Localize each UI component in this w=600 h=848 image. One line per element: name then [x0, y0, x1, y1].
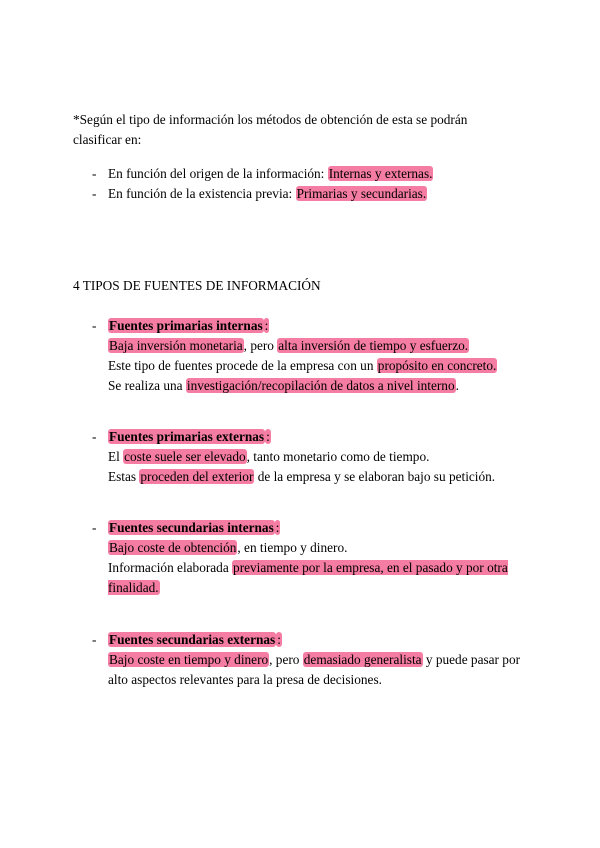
highlighted-text: Primarias y secundarias. — [296, 186, 427, 201]
highlighted-text: alta inversión de tiempo y esfuerzo. — [278, 338, 469, 353]
intro-line-1: *Según el tipo de información los métodos de obtención de esta se podrán — [73, 112, 468, 127]
plain-text: Estas — [108, 469, 140, 484]
highlighted-text: demasiado generalista — [303, 652, 422, 667]
plain-text: El — [108, 449, 124, 464]
plain-text: , en tiempo y dinero. — [237, 540, 348, 555]
source-title-colon: : — [275, 520, 280, 535]
source-line-2 — [92, 467, 532, 487]
plain-text: . — [455, 378, 459, 393]
source-title-line — [92, 518, 532, 538]
list-item-text: En función de la existencia previa: — [108, 186, 296, 201]
source-line-2 — [92, 558, 508, 598]
highlighted-text: Internas y externas. — [328, 166, 433, 181]
bullet-dash: - — [92, 186, 97, 201]
source-line-1 — [92, 538, 532, 558]
source-line-1 — [92, 650, 528, 690]
bullet-dash: - — [92, 166, 97, 181]
source-item-secundarias-externas — [92, 630, 532, 690]
source-item-primarias-internas — [92, 316, 532, 396]
plain-text: , tanto monetario como de tiempo. — [246, 449, 430, 464]
bullet-dash: - — [92, 429, 97, 444]
plain-text: de la empresa y se elaboran bajo su petición. — [254, 469, 496, 484]
plain-text: Se realiza una — [108, 378, 186, 393]
source-title-line — [92, 630, 532, 650]
plain-text: , pero — [269, 652, 303, 667]
source-line-1 — [92, 336, 532, 356]
highlighted-text: Bajo coste de obtención — [109, 540, 237, 555]
highlighted-text: Bajo coste en tiempo y dinero — [109, 652, 269, 667]
list-item-text: En función del origen de la información: — [108, 166, 328, 181]
list-item — [92, 184, 532, 204]
bullet-dash: - — [92, 318, 97, 333]
source-title-colon: : — [266, 429, 270, 444]
highlighted-text: previamente por la empresa, en el pasado y por otra finalidad. — [108, 560, 508, 595]
classification-list — [92, 164, 532, 204]
plain-text: y puede pasar por alto aspectos relevantes para la presa de decisiones. — [108, 652, 521, 687]
source-item-primarias-externas — [92, 427, 532, 487]
source-title: Fuentes secundarias internas — [109, 520, 274, 535]
source-item-secundarias-internas — [92, 518, 532, 598]
bullet-dash: - — [92, 632, 97, 647]
highlighted-text: coste suele ser elevado — [124, 449, 246, 464]
list-item — [92, 164, 532, 184]
source-title-colon: : — [277, 632, 281, 647]
source-title-colon: : — [264, 318, 269, 333]
bullet-dash: - — [92, 520, 97, 535]
source-line-2 — [92, 356, 532, 376]
plain-text: , pero — [243, 338, 278, 353]
intro-line-2: clasificar en: — [73, 132, 142, 147]
highlighted-text: propósito en concreto. — [377, 358, 497, 373]
source-line-3 — [92, 376, 532, 396]
source-title-line — [92, 427, 532, 447]
source-title: Fuentes primarias internas — [109, 318, 263, 333]
intro-paragraph — [73, 110, 513, 150]
highlighted-text: investigación/recopilación de datos a nivel interno — [186, 378, 455, 393]
highlighted-text: proceden del exterior — [140, 469, 254, 484]
source-title: Fuentes primarias externas — [109, 429, 265, 444]
plain-text: Información elaborada — [108, 560, 233, 575]
source-line-1 — [92, 447, 532, 467]
source-title: Fuentes secundarias externas — [109, 632, 276, 647]
section-title: 4 TIPOS DE FUENTES DE INFORMACIÓN — [73, 278, 321, 293]
highlighted-text: Baja inversión monetaria — [109, 338, 243, 353]
plain-text: Este tipo de fuentes procede de la empresa con un — [108, 358, 377, 373]
source-title-line — [92, 316, 532, 336]
